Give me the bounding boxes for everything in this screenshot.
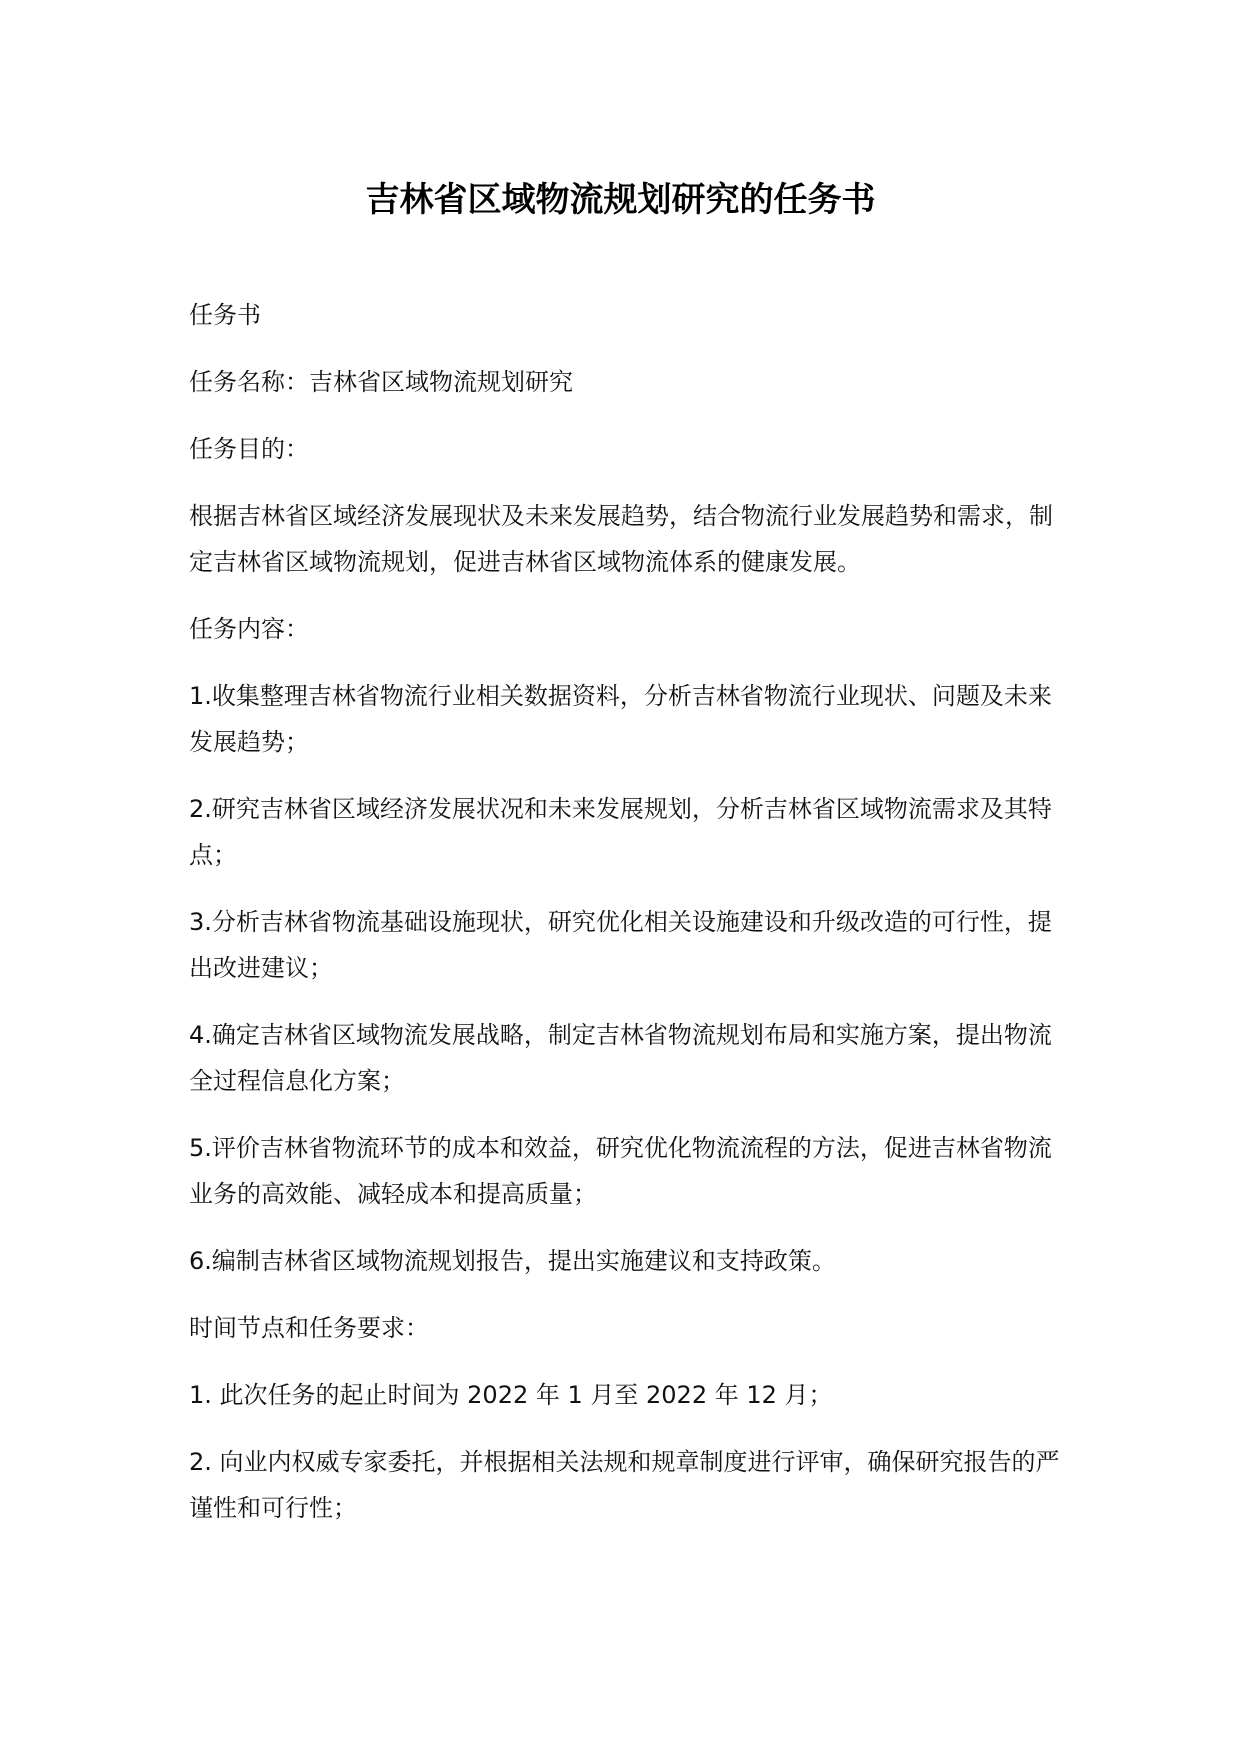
paragraph-content-item-2: 2.研究吉林省区域经济发展状况和未来发展规划，分析吉林省区域物流需求及其特点； (189, 795, 1052, 869)
paragraph-task-name: 任务名称：吉林省区域物流规划研究 (189, 368, 573, 396)
paragraph-content-item-4: 4.确定吉林省区域物流发展战略，制定吉林省物流规划布局和实施方案，提出物流全过程信息化方案； (189, 1021, 1052, 1095)
paragraph-schedule-item-2: 2. 向业内权威专家委托，并根据相关法规和规章制度进行评审，确保研究报告的严谨性和可行性； (189, 1448, 1060, 1522)
paragraph-content-item-1: 1.收集整理吉林省物流行业相关数据资料，分析吉林省物流行业现状、问题及未来发展趋势； (189, 682, 1052, 756)
paragraph-purpose-label: 任务目的： (189, 435, 309, 463)
paragraph-heading: 任务书 (189, 301, 261, 329)
document-title: 吉林省区域物流规划研究的任务书 (365, 180, 876, 220)
paragraph-schedule-item-1: 1. 此次任务的起止时间为 2022 年 1 月至 2022 年 12 月； (189, 1381, 833, 1409)
document-body (189, 292, 1064, 1552)
paragraph-purpose: 根据吉林省区域经济发展现状及未来发展趋势，结合物流行业发展趋势和需求，制定吉林省区域物流规划，促进吉林省区域物流体系的健康发展。 (189, 502, 1053, 576)
paragraph-content-item-3: 3.分析吉林省物流基础设施现状，研究优化相关设施建设和升级改造的可行性，提出改进建议； (189, 908, 1052, 982)
paragraph-content-item-6: 6.编制吉林省区域物流规划报告，提出实施建议和支持政策。 (189, 1247, 836, 1275)
paragraph-content-label: 任务内容： (189, 615, 309, 643)
paragraph-schedule-label: 时间节点和任务要求： (189, 1314, 429, 1342)
paragraph-content-item-5: 5.评价吉林省物流环节的成本和效益，研究优化物流流程的方法，促进吉林省物流业务的高效能、减轻成本和提高质量； (189, 1134, 1052, 1208)
